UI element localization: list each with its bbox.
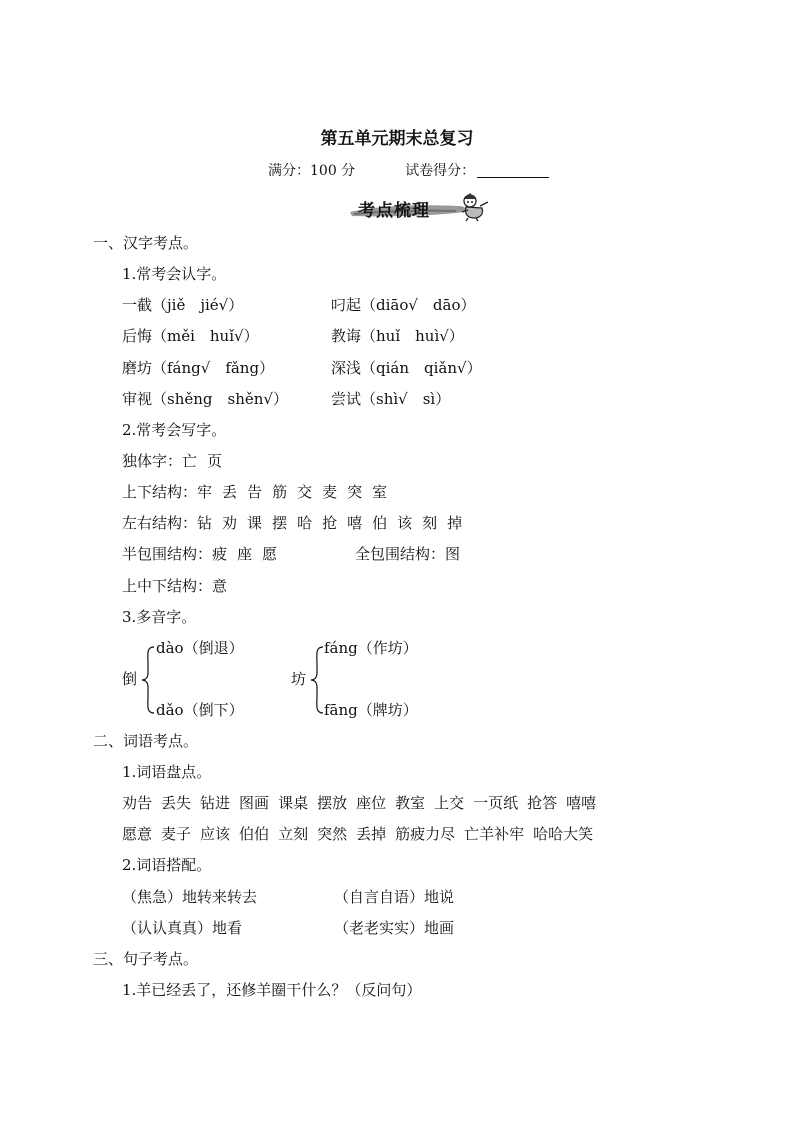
char: 伯 xyxy=(372,514,388,532)
shangxia-label: 上下结构： xyxy=(122,483,198,501)
section-3-heading: 三、句子考点。 xyxy=(93,950,199,968)
duti-row xyxy=(122,450,232,471)
word: 上交 xyxy=(434,794,465,812)
word: 嘻嘻 xyxy=(566,794,597,812)
char: 疲 xyxy=(212,545,228,563)
word: 哈哈大笑 xyxy=(533,825,594,843)
char: 亡 xyxy=(182,452,198,470)
recognize-item: 叼起（diāo√ dāo） xyxy=(331,296,476,314)
word: 应该 xyxy=(200,825,231,843)
score-line xyxy=(268,160,549,180)
word: 突然 xyxy=(317,825,348,843)
char: 愿 xyxy=(262,545,278,563)
full-score: 满分：100 分 xyxy=(268,163,356,179)
word: 立刻 xyxy=(278,825,309,843)
word: 丢失 xyxy=(161,794,192,812)
zuoyou-row xyxy=(122,512,472,533)
score-label: 试卷得分： xyxy=(405,163,476,179)
word: 麦子 xyxy=(161,825,192,843)
sentence-item: 1.羊已经丢了，还修羊圈干什么？（反问句） xyxy=(122,981,422,999)
recognize-item: 教诲（huǐ huì√） xyxy=(331,327,464,345)
section-1-2-heading: 2.常考会写字。 xyxy=(122,421,227,439)
collocation-item: （焦急）地转来转去 xyxy=(122,888,258,906)
polyphone-reading: dào（倒退） xyxy=(156,639,244,657)
shangzhongxia-row xyxy=(122,575,237,596)
char: 哈 xyxy=(297,514,313,532)
char: 图 xyxy=(445,545,461,563)
char: 钻 xyxy=(197,514,213,532)
char: 页 xyxy=(207,452,223,470)
duti-label: 独体字： xyxy=(122,452,183,470)
char: 交 xyxy=(297,483,313,501)
polyphone-reading: dǎo（倒下） xyxy=(156,701,244,719)
banbao-row xyxy=(122,543,287,564)
char: 劝 xyxy=(222,514,238,532)
recognize-item: 一截（jiě jié√） xyxy=(122,296,244,314)
char: 摆 xyxy=(272,514,288,532)
quanbao-label: 全包围结构： xyxy=(355,545,446,563)
section-banner xyxy=(346,192,496,222)
polyphone-char-dao: 倒 xyxy=(122,670,138,688)
page-title: 第五单元期末总复习 xyxy=(320,129,474,149)
char: 室 xyxy=(372,483,388,501)
char: 麦 xyxy=(322,483,338,501)
section-1-heading: 一、汉字考点。 xyxy=(93,234,199,252)
word: 伯伯 xyxy=(239,825,270,843)
section-1-1-heading: 1.常考会认字。 xyxy=(122,265,227,283)
char: 意 xyxy=(212,577,228,595)
brace-icon xyxy=(309,645,325,715)
word: 亡羊补牢 xyxy=(464,825,525,843)
collocation-item: （认认真真）地看 xyxy=(122,919,243,937)
shangzhongxia-label: 上中下结构： xyxy=(122,577,213,595)
word: 丢掉 xyxy=(356,825,387,843)
banbao-label: 半包围结构： xyxy=(122,545,213,563)
section-2-1-heading: 1.词语盘点。 xyxy=(122,763,212,781)
polyphone-reading: fāng（牌坊） xyxy=(324,701,418,719)
mascot-icon xyxy=(458,192,490,222)
collocation-item: （老老实实）地画 xyxy=(334,919,455,937)
word-list-row-1 xyxy=(122,792,596,813)
char: 嘻 xyxy=(347,514,363,532)
word: 一页纸 xyxy=(473,794,519,812)
section-1-3-heading: 3.多音字。 xyxy=(122,608,197,626)
word: 课桌 xyxy=(278,794,309,812)
word-list-row-2 xyxy=(122,823,593,844)
recognize-item: 深浅（qián qiǎn√） xyxy=(331,359,482,377)
quanbao-row xyxy=(355,543,470,564)
polyphone-reading: fáng（作坊） xyxy=(324,639,418,657)
char: 掉 xyxy=(447,514,463,532)
char: 刻 xyxy=(422,514,438,532)
shangxia-row xyxy=(122,481,397,502)
word: 抢答 xyxy=(527,794,558,812)
word: 愿意 xyxy=(122,825,153,843)
word: 座位 xyxy=(356,794,387,812)
char: 该 xyxy=(397,514,413,532)
recognize-item: 磨坊（fáng√ fǎng） xyxy=(122,359,275,377)
brace-icon xyxy=(140,645,156,715)
char: 牢 xyxy=(197,483,213,501)
char: 丢 xyxy=(222,483,238,501)
char: 告 xyxy=(247,483,263,501)
recognize-item: 后悔（měi huǐ√） xyxy=(122,327,259,345)
char: 座 xyxy=(237,545,253,563)
score-blank[interactable] xyxy=(477,163,549,178)
zuoyou-label: 左右结构： xyxy=(122,514,198,532)
char: 课 xyxy=(247,514,263,532)
word: 图画 xyxy=(239,794,270,812)
recognize-item: 审视（shěng shěn√） xyxy=(122,390,288,408)
char: 突 xyxy=(347,483,363,501)
word: 钻进 xyxy=(200,794,231,812)
recognize-item: 尝试（shì√ sì） xyxy=(331,390,451,408)
banner-title: 考点梳理 xyxy=(358,201,430,221)
collocation-item: （自言自语）地说 xyxy=(334,888,455,906)
word: 教室 xyxy=(395,794,426,812)
word: 筋疲力尽 xyxy=(395,825,456,843)
word: 劝告 xyxy=(122,794,153,812)
polyphone-char-fang: 坊 xyxy=(291,670,307,688)
word: 摆放 xyxy=(317,794,348,812)
char: 筋 xyxy=(272,483,288,501)
section-2-2-heading: 2.词语搭配。 xyxy=(122,856,212,874)
char: 抢 xyxy=(322,514,338,532)
section-2-heading: 二、词语考点。 xyxy=(93,732,199,750)
